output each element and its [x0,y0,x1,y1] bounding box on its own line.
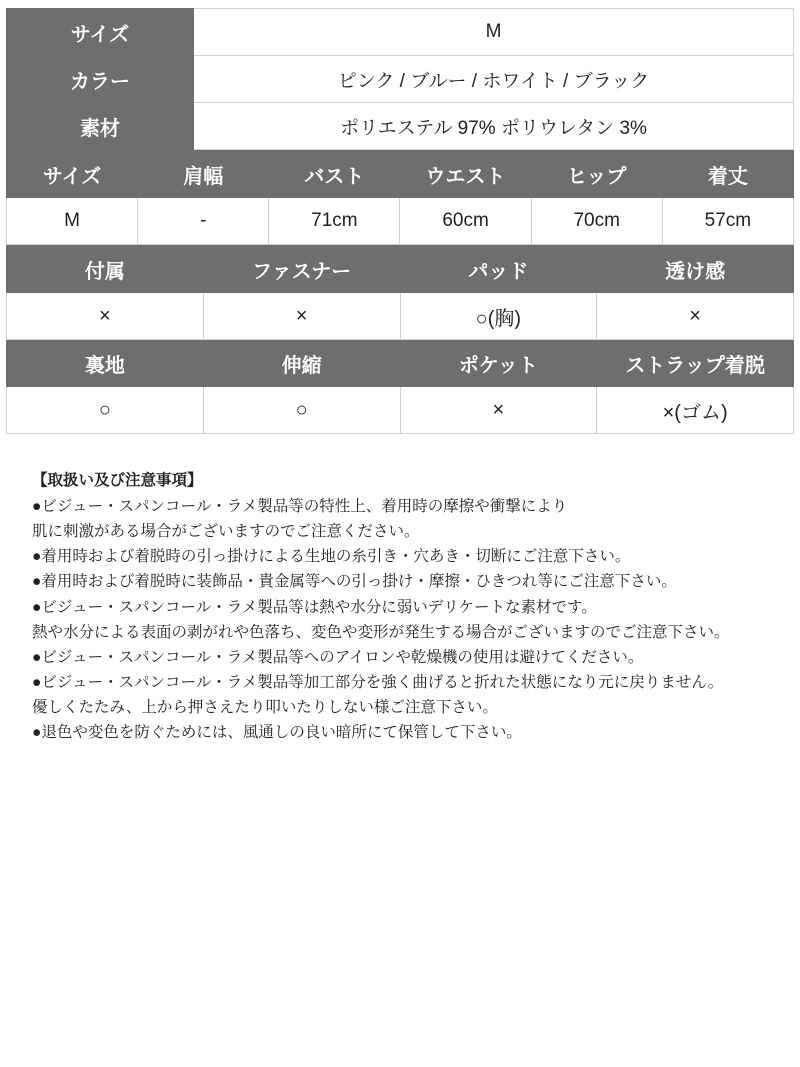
feature-value-lining: ○ [7,387,204,434]
basic-value-material: ポリエステル 97% ポリウレタン 3% [194,103,794,150]
measure-header-hip: ヒップ [531,151,662,198]
care-notes-line: ●ビジュー・スパンコール・ラメ製品等の特性上、着用時の摩擦や衝撃により [32,498,568,516]
care-notes-line: ●ビジュー・スパンコール・ラメ製品等へのアイロンや乾燥機の使用は避けてください。 [32,648,644,666]
measure-value-size: M [7,198,138,245]
basic-label-material: 素材 [7,103,194,150]
feature-value-stretch: ○ [203,387,400,434]
basic-label-color: カラー [7,56,194,103]
measure-header-bust: バスト [269,151,400,198]
table-header-row [7,151,794,198]
table-row [7,9,794,56]
table-row [7,56,794,103]
feature-header-strap: ストラップ着脱 [597,340,794,387]
care-notes-line: ●ビジュー・スパンコール・ラメ製品等加工部分を強く曲げると折れた状態になり元に戻りません。 [32,673,724,691]
feature-header-zipper: ファスナー [203,246,400,293]
table-row [7,387,794,434]
feature-value-strap: ×(ゴム) [597,387,794,434]
measure-value-bust: 71cm [269,198,400,245]
care-notes-line: 優しくたたみ、上から押さえたり叩いたりしない様ご注意下さい。 [32,698,498,716]
feature-value-accessory: × [7,293,204,340]
care-notes [6,468,794,745]
basic-spec-table [6,8,794,150]
feature-table [6,245,794,434]
measure-value-shoulder: - [138,198,269,245]
feature-value-sheerness: × [597,293,794,340]
feature-header-accessory: 付属 [7,246,204,293]
measurement-table [6,150,794,245]
care-notes-line: 肌に刺激がある場合がございますのでご注意ください。 [32,523,420,541]
care-notes-line: ●着用時および着脱時の引っ掛けによる生地の糸引き・穴あき・切断にご注意下さい。 [32,548,631,566]
feature-value-zipper: × [203,293,400,340]
feature-header-pocket: ポケット [400,340,597,387]
care-notes-line: ●着用時および着脱時に装飾品・貴金属等への引っ掛け・摩擦・ひきつれ等にご注意下さい。 [32,573,677,591]
table-row [7,293,794,340]
measure-header-size: サイズ [7,151,138,198]
measure-value-hip: 70cm [531,198,662,245]
care-notes-line: ●退色や変色を防ぐためには、風通しの良い暗所にて保管して下さい。 [32,724,522,742]
table-row [7,103,794,150]
measure-header-length: 着丈 [662,151,793,198]
care-notes-line: 熱や水分による表面の剥がれや色落ち、変色や変形が発生する場合がございますのでご注意下さい。 [32,623,730,641]
table-header-row [7,246,794,293]
feature-header-lining: 裏地 [7,340,204,387]
basic-value-size: M [194,9,794,56]
feature-value-pocket: × [400,387,597,434]
care-notes-title: 【取扱い及び注意事項】 [32,472,203,489]
measure-value-length: 57cm [662,198,793,245]
measure-header-waist: ウエスト [400,151,531,198]
table-row [7,198,794,245]
feature-header-sheerness: 透け感 [597,246,794,293]
basic-label-size: サイズ [7,9,194,56]
feature-value-pad: ○(胸) [400,293,597,340]
feature-header-stretch: 伸縮 [203,340,400,387]
measure-value-waist: 60cm [400,198,531,245]
care-notes-line: ●ビジュー・スパンコール・ラメ製品等は熱や水分に弱いデリケートな素材です。 [32,598,597,616]
basic-value-color: ピンク / ブルー / ホワイト / ブラック [194,56,794,103]
measure-header-shoulder: 肩幅 [138,151,269,198]
table-header-row [7,340,794,387]
feature-header-pad: パッド [400,246,597,293]
